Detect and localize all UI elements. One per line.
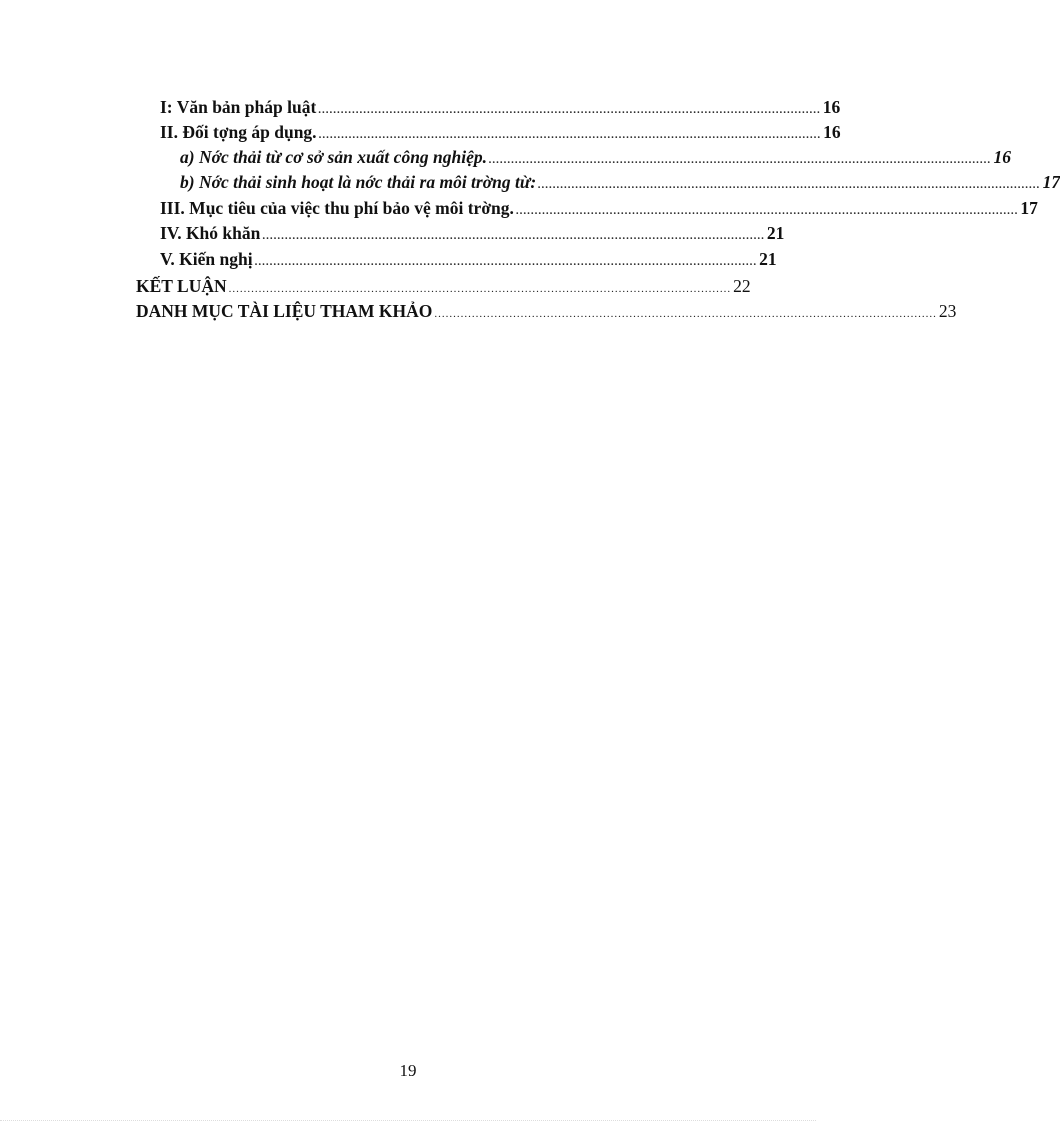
dot-leader: ...................................................................................................................................... (515, 205, 1019, 217)
toc-entry-label: IV. Khó khăn (160, 223, 261, 243)
toc-entry-label: a) Nớc thải từ cơ sở sản xuất công nghiệp. (180, 147, 488, 167)
toc-entry-label: III. Mục tiêu của việc thu phí bảo vệ môi trờng. (160, 198, 514, 218)
toc-entry-label: II. Đối tợng áp dụng. (160, 122, 317, 142)
toc-entry-danh-muc-tai-lieu[interactable] (136, 299, 957, 323)
toc-entry-van-ban-phap-luat[interactable] (160, 95, 841, 119)
toc-entry-label: V. Kiến nghị (160, 249, 253, 269)
toc-entry-nuoc-thai-cong-nghiep[interactable] (180, 145, 1012, 169)
toc-entry-page: 23 (938, 301, 957, 321)
toc-entry-page: 21 (766, 223, 785, 243)
toc-entry-page: 16 (822, 97, 841, 117)
dot-leader: ...................................................................................................................................... (318, 104, 821, 116)
toc-entry-ket-luan[interactable] (136, 274, 751, 298)
toc-entry-label: DANH MỤC TÀI LIỆU THAM KHẢO (136, 301, 433, 321)
toc-entry-label: KẾT LUẬN (136, 276, 227, 296)
toc-entry-label: I: Văn bản pháp luật (160, 97, 317, 117)
toc-entry-page: 16 (823, 122, 841, 142)
toc-entry-label: b) Nớc thải sinh hoạt là nớc thải ra môi trờng từ: (180, 172, 537, 192)
dot-leader: ...................................................................................................................................... (228, 283, 732, 295)
dot-leader: ...................................................................................................................................... (538, 179, 1041, 191)
dot-leader: ...................................................................................................................................... (434, 308, 937, 320)
dot-leader: ...................................................................................................................................... (262, 230, 765, 242)
toc-entry-page: 17 (1042, 172, 1060, 192)
toc-entry-muc-tieu[interactable] (160, 196, 1038, 220)
dot-leader: ...................................................................................................................................... (318, 129, 822, 141)
dot-leader: ...................................................................................................................................... (489, 154, 992, 166)
toc-entry-kien-nghi[interactable] (160, 247, 777, 271)
page-bottom-divider (0, 1120, 816, 1121)
toc-entry-page: 16 (993, 147, 1012, 167)
toc-entry-page: 22 (733, 276, 751, 296)
toc-entry-kho-khan[interactable] (160, 221, 785, 245)
toc-entry-page: 17 (1020, 198, 1038, 218)
toc-entry-nuoc-thai-sinh-hoat[interactable] (180, 170, 1060, 194)
page-number: 19 (399, 1061, 417, 1080)
toc-entry-page: 21 (759, 249, 777, 269)
toc-entry-doi-tuong-ap-dung[interactable] (160, 120, 841, 144)
dot-leader: ...................................................................................................................................... (254, 256, 758, 268)
